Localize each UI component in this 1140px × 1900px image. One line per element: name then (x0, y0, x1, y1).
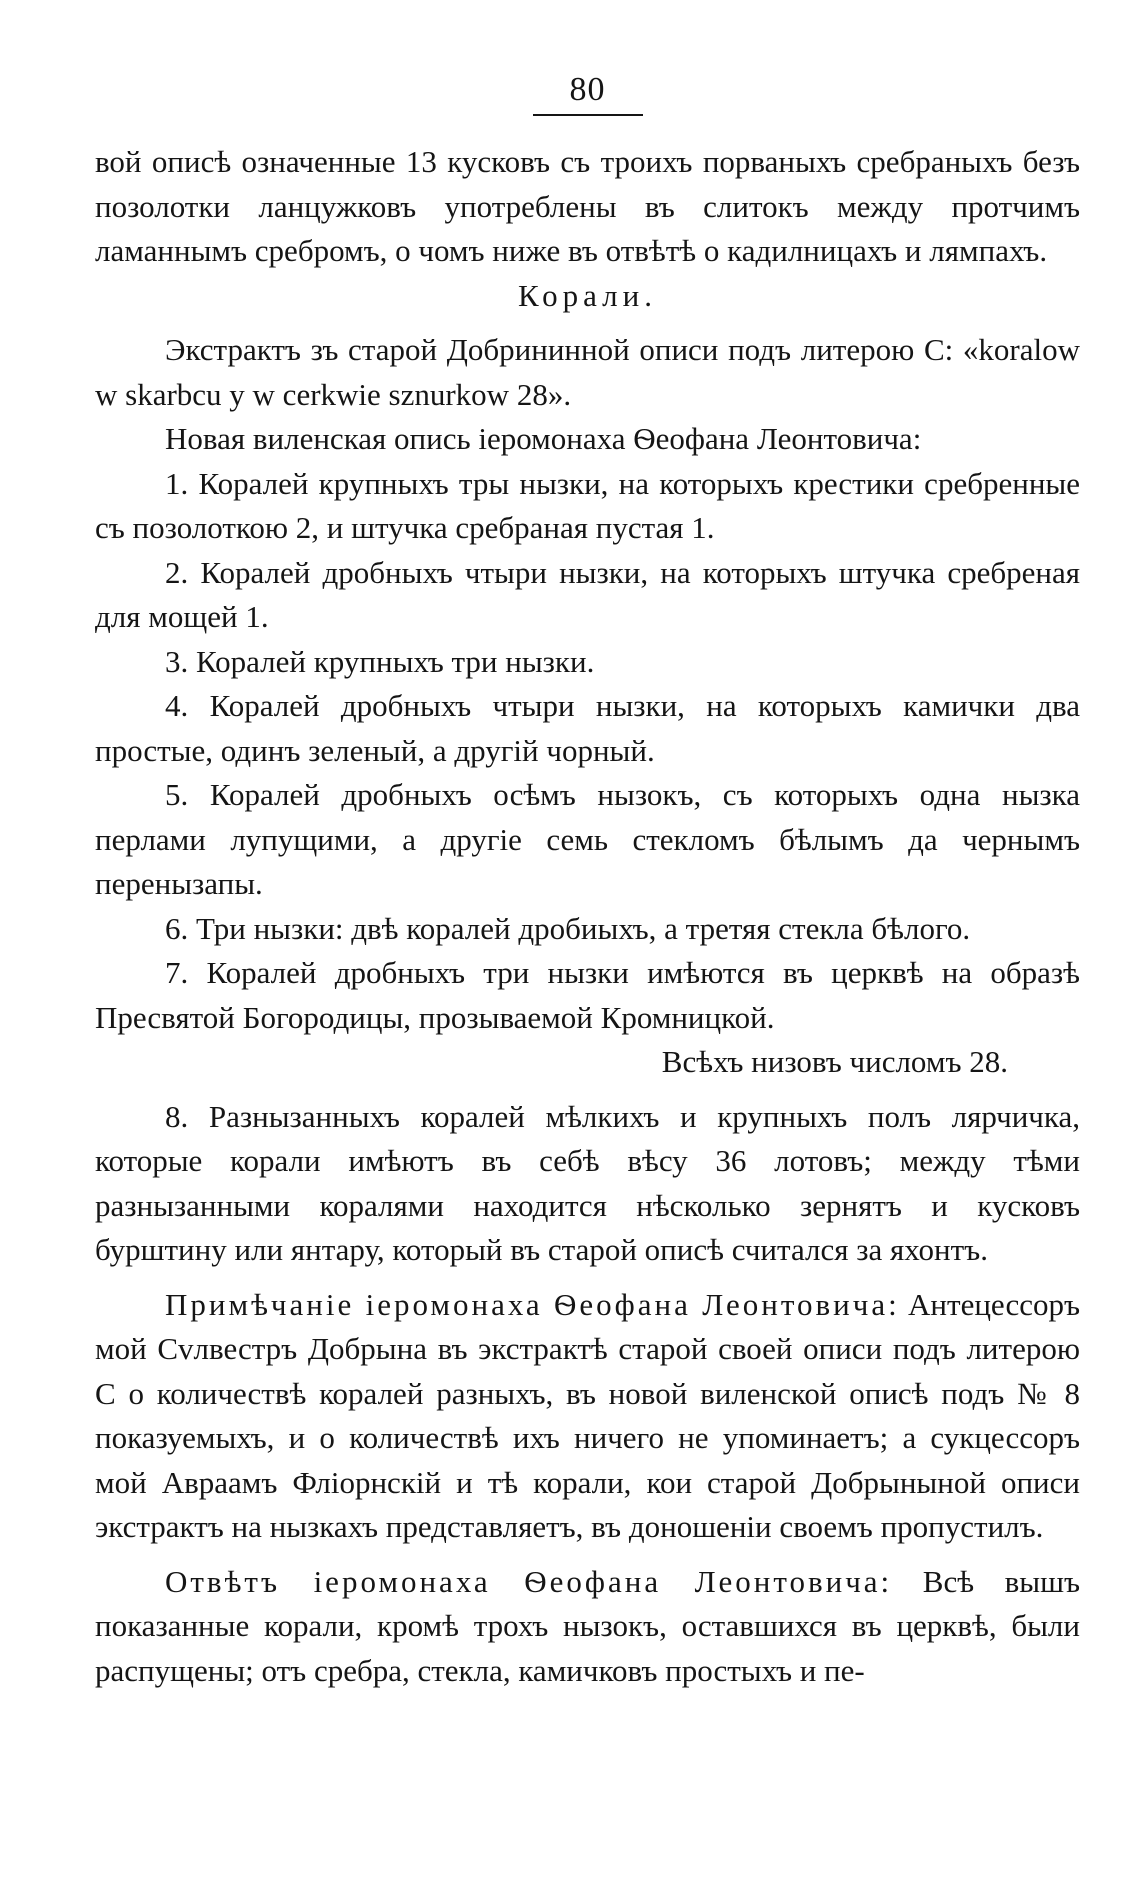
extract-paragraph: Экстрактъ зъ старой Добрининной описи подъ литерою С: «koralow w skarbcu y w cerkwie sznurkow 28». (95, 332, 1080, 412)
answer-text: Всѣ вышъ показанные корали, кромѣ трохъ нызокъ, оставшихся въ церквѣ, были распущены; отъ сребра, стекла, камичковъ простыхъ и пе- (95, 1563, 1081, 1688)
page-number: 80 (569, 71, 606, 108)
inventory-intro: Новая виленская опись іеромонаха Ѳеофана Леонтовича: (165, 421, 922, 456)
inventory-item-6: 6. Три нызки: двѣ коралей дробиыхъ, а третяя стекла бѣлого. (165, 910, 971, 946)
inventory-item-8: 8. Разнызанныхъ коралей мѣлкихъ и крупныхъ полъ лярчичка, которые корали имѣютъ въ себѣ вѣсу 36 лотовъ; между тѣми разнызанными коралями находится нѣсколько зернятъ и кусковъ бурштину или янтару, который въ старой описѣ считался за яхонтъ. (95, 1098, 1080, 1267)
inventory-total: Всѣхъ низовъ числомъ 28. (661, 1044, 1008, 1079)
inventory-item-7: 7. Коралей дробныхъ три нызки имѣются въ церквѣ на образѣ Пресвятой Богородицы, прозываемой Кромницкой. (95, 955, 1080, 1035)
inventory-item-3: 3. Коралей крупныхъ три нызки. (165, 643, 595, 679)
answer-label: Отвѣтъ іеромонаха Ѳеофана Леонтовича: (165, 1563, 893, 1599)
document-page (95, 70, 1080, 1693)
page-body (95, 140, 1080, 1693)
note-paragraph (95, 1283, 1080, 1550)
inventory-item-2: 2. Коралей дробныхъ чтыри нызки, на которыхъ штучка сребреная для мощей 1. (95, 554, 1080, 634)
inventory-item-4: 4. Коралей дробныхъ чтыри нызки, на которыхъ камички два простые, одинъ зеленый, а другій чорный. (95, 688, 1080, 768)
note-label: Примѣчаніе іеромонаха Ѳеофана Леонтовича: (165, 1286, 900, 1322)
note-text: Антецессоръ мой Сvлвестръ Добрына въ экстрактѣ старой своей описи подъ литерою С о количествѣ коралей разныхъ, въ новой виленской описѣ подъ № 8 показуемыхъ, и о количествѣ ихъ ничего не упоминаетъ; а сукцессоръ мой Авраамъ Флiорнскій и тѣ корали, кои старой Добрыныной описи экстрактъ на нызкахъ представляетъ, въ доношеніи своемъ пропустилъ. (95, 1286, 1080, 1544)
inventory-item-1: 1. Коралей крупныхъ тры нызки, на которыхъ крестики сребренные съ позолоткою 2, и штучка сребраная пустая 1. (95, 465, 1080, 545)
inventory-item-5: 5. Коралей дробныхъ осѣмъ нызокъ, съ которыхъ одна нызка перлами лупущими, а другіе семь стекломъ бѣлымъ да чернымъ перенызапы. (95, 777, 1080, 901)
page-number-rule (533, 114, 643, 116)
answer-paragraph (95, 1560, 1080, 1694)
continuation-paragraph: вой описѣ означенные 13 кусковъ съ троихъ порваныхъ сребраныхъ безъ позолотки ланцужковъ употреблены въ слитокъ между протчимъ ламаннымъ сребромъ, о чомъ ниже въ отвѣтѣ о кадилницахъ и лямпахъ. (95, 144, 1080, 268)
section-heading: Корали. (518, 277, 657, 313)
